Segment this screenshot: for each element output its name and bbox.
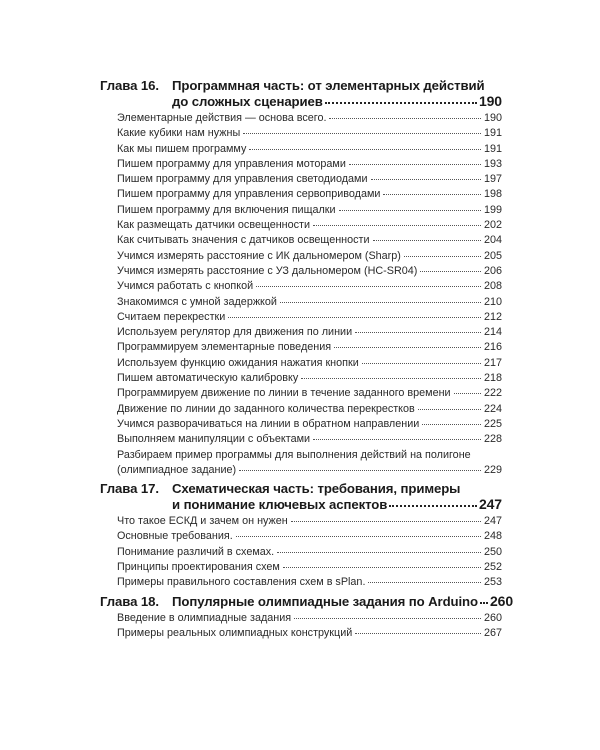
toc-entry [117,279,502,294]
dot-leader [362,362,481,364]
dot-leader [368,581,481,583]
entry-title: Учимся работать с кнопкой [117,280,254,293]
section-list [117,611,502,642]
chapter-title-line-1: Схематическая часть: требования, примеры [172,481,461,497]
chapter-page-number: 247 [478,495,502,512]
entry-page: 218 [483,372,502,385]
entry-page: 206 [483,264,502,277]
entry-page: 198 [483,188,502,201]
entry-page: 193 [483,157,502,170]
toc-entry [117,218,502,233]
entry-title: Принципы проектирования схем [117,561,280,574]
toc-entry [117,126,502,141]
dot-leader [249,148,481,150]
entry-page: 225 [483,417,502,430]
toc-entry [117,529,502,544]
toc-entry [117,402,502,417]
entry-page: 224 [483,402,502,415]
chapter-heading [100,78,502,109]
toc-entry [117,203,502,218]
entry-title: Считаем перекрестки [117,310,226,323]
entry-page: 222 [483,387,502,400]
dot-leader [349,163,481,165]
dot-leader [334,346,481,348]
entry-title: Программируем движение по линии в течение заданного времени [117,387,451,400]
toc-entry [117,157,502,172]
entry-title-continued: (олимпиадное задание) [117,463,237,476]
dot-leader [243,132,481,134]
entry-page: 191 [483,142,502,155]
entry-title: Используем функцию ожидания нажатия кнопки [117,356,359,369]
toc-entry [117,233,502,248]
entry-title: Движение по линии до заданного количества перекрестков [117,402,415,415]
entry-title: Понимание различий в схемах. [117,545,275,558]
entry-title: Разбираем пример программы для выполнения действий на полигоне [117,448,471,461]
entry-title: Знакомимся с умной задержкой [117,295,277,308]
entry-page: 197 [483,173,502,186]
dot-leader [313,438,481,440]
dot-leader [355,632,481,634]
dot-leader [422,423,481,425]
toc-entry [117,417,502,432]
toc-entry [117,626,502,641]
dot-leader [283,566,481,568]
entry-page: 250 [483,545,502,558]
dot-leader [454,392,481,394]
dot-leader [301,377,481,379]
dot-leader [404,255,481,257]
entry-page: 248 [483,530,502,543]
entry-page: 205 [483,249,502,262]
entry-page: 260 [483,612,502,625]
entry-title: Как мы пишем программу [117,142,247,155]
entry-title: Пишем программу для включения пищалки [117,203,336,216]
chapter-16 [100,78,502,478]
entry-page: 214 [483,326,502,339]
dot-leader [236,535,481,537]
toc-entry [117,142,502,157]
toc-entry [117,187,502,202]
entry-page: 204 [483,234,502,247]
chapter-title-line-1: Программная часть: от элементарных действий [172,78,485,93]
entry-page: 190 [483,112,502,124]
entry-title: Учимся измерять расстояние с УЗ дальномером (HC-SR04) [117,264,418,277]
dot-leader [256,285,481,287]
chapter-title-line-2: до сложных сценариев [172,93,323,109]
dot-leader [383,193,481,195]
dot-leader [291,520,481,522]
chapter-18 [100,592,514,642]
entry-title: Как считывать значения с датчиков освещенности [117,234,370,247]
entry-title: Какие кубики нам нужны [117,127,241,140]
toc-entry [117,172,502,187]
toc-entry [117,386,502,401]
chapter-17 [100,481,502,590]
entry-title: Введение в олимпиадные задания [117,612,292,625]
entry-title: Используем регулятор для движения по линии [117,326,353,339]
entry-title: Пишем программу для управления сервоприводами [117,188,381,201]
dot-leader [239,469,481,471]
entry-title: Выполняем манипуляции с объектами [117,433,311,446]
entry-title: Пишем программу для управления моторами [117,157,346,170]
toc-entry [117,340,502,355]
entry-page: 217 [483,356,502,369]
toc-entry [117,432,502,447]
toc-entry [117,514,502,529]
toc-entry [117,325,502,340]
dot-leader [371,178,481,180]
toc-entry [117,356,502,371]
toc-entry [117,575,502,590]
chapter-title: Популярные олимпиадные задания по Arduino [172,593,478,609]
dot-leader [339,209,481,211]
dot-leader [373,239,481,241]
toc-entry [117,371,502,386]
entry-page: 199 [483,203,502,216]
entry-title: Программируем элементарные поведения [117,341,332,354]
toc-entry [117,310,502,325]
dot-leader [420,270,481,272]
entry-page: 191 [483,127,502,140]
entry-title: Примеры правильного составления схем в sPlan. [117,576,366,589]
entry-title: Учимся разворачиваться на линии в обратном направлении [117,417,420,430]
toc-entry [117,264,502,279]
entry-title: Как размещать датчики освещенности [117,219,311,232]
entry-title: Примеры реальных олимпиадных конструкций [117,627,353,640]
toc-entry [117,249,502,264]
entry-title: Учимся измерять расстояние с ИК дальномером (Sharp) [117,249,401,262]
entry-page: 212 [483,310,502,323]
toc-entry [117,545,502,560]
entry-page: 253 [483,576,502,589]
chapter-title-line-2: и понимание ключевых аспектов [172,496,388,512]
chapter-heading [100,592,514,610]
toc-entry [117,295,502,310]
dot-leader [228,316,481,318]
entry-title: Элементарные действия — основа всего. [117,112,327,124]
chapter-page-number: 260 [489,592,514,609]
dot-leader [480,601,488,604]
dot-leader [280,301,481,303]
entry-title: Пишем программу для управления светодиодами [117,173,368,186]
entry-page: 267 [483,627,502,640]
table-of-contents [100,78,514,643]
entry-title: Что такое ЕСКД и зачем он нужен [117,515,288,528]
dot-leader [325,101,477,104]
dot-leader [355,331,481,333]
entry-page: 202 [483,219,502,232]
toc-entry [117,448,502,479]
toc-entry [117,560,502,575]
entry-page: 247 [483,515,502,528]
entry-page: 216 [483,341,502,354]
chapter-number: Глава 16. [100,78,159,93]
section-list [117,514,502,590]
dot-leader [418,408,481,410]
entry-page: 210 [483,295,502,308]
dot-leader [277,551,481,553]
entry-page: 252 [483,561,502,574]
dot-leader [294,617,481,619]
chapter-number: Глава 17. [100,481,159,497]
entry-page: 228 [483,433,502,446]
section-list [117,111,502,478]
chapter-number: Глава 18. [100,593,159,609]
toc-entry [117,611,502,626]
entry-page: 229 [483,463,502,476]
entry-title: Пишем автоматическую калибровку [117,372,299,385]
toc-entry [117,111,502,126]
dot-leader [389,504,477,507]
dot-leader [313,224,481,226]
entry-title: Основные требования. [117,530,233,543]
chapter-page-number: 190 [478,92,502,109]
entry-page: 208 [483,280,502,293]
dot-leader [329,117,481,119]
chapter-heading [100,481,502,512]
